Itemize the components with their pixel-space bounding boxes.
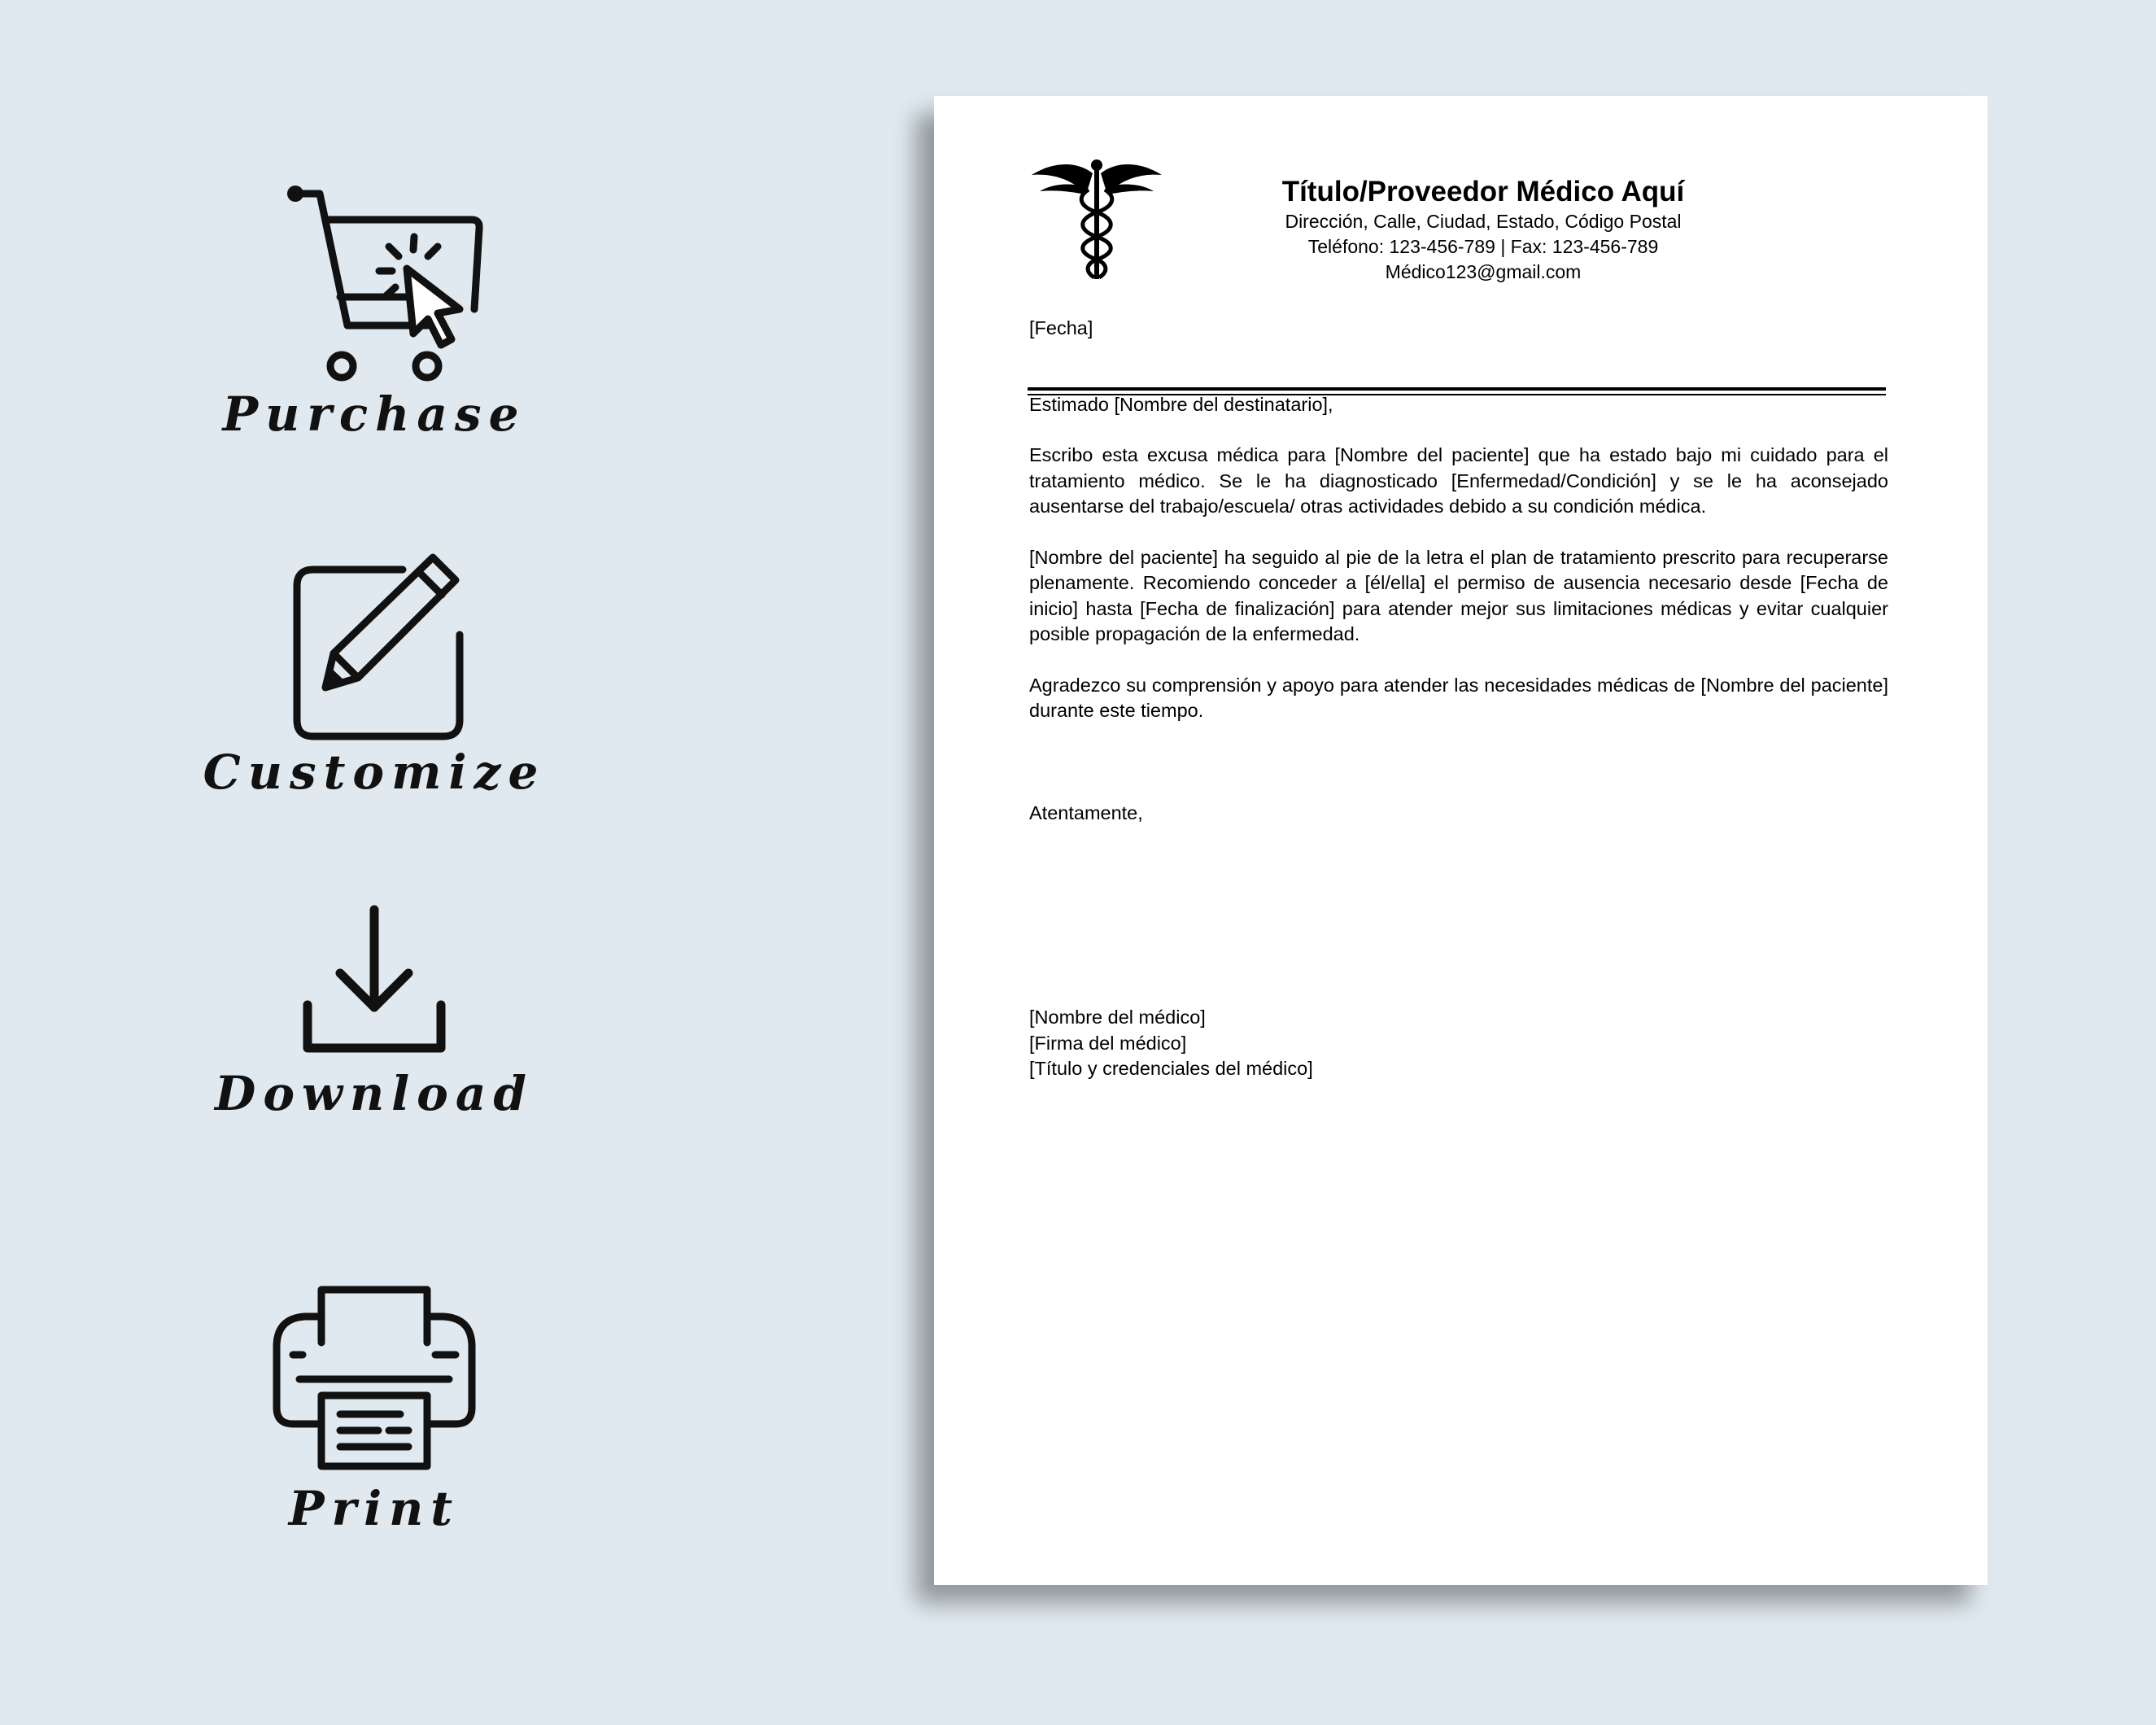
letter-body	[1029, 316, 1888, 826]
letter-paragraph-2: [Nombre del paciente] ha seguido al pie de la letra el plan de tratamiento prescrito para recuperarse plenamente. Recomiendo conceder a [él/ella] el permiso de ausencia necesario desde [Fecha de inicio] hasta [Fecha de finalización] para atender mejor sus limitaciones médicas y evitar cualquier posible propagación de la enfermedad.	[1029, 546, 1888, 644]
doctor-signature: [Firma del médico]	[1029, 1032, 1187, 1054]
letter-paragraph-1: Escribo esta excusa médica para [Nombre del paciente] que ha estado bajo mi cuidado para el tratamiento médico. Se le ha diagnosticado [Enfermedad/Condición] y se le ha aconsejado ausentarse del trabajo/escuela/ otras actividades debido a su condición médica.	[1029, 444, 1888, 517]
doctor-title: [Título y credenciales del médico]	[1029, 1058, 1313, 1079]
printer-icon	[252, 1277, 496, 1481]
step-download	[0, 903, 748, 1121]
step-customize	[0, 549, 748, 800]
letter-closing: Atentamente,	[1029, 801, 1143, 823]
provider-phone-fax: Teléfono: 123-456-789 | Fax: 123-456-789	[1307, 236, 1659, 257]
letterhead-text	[1190, 149, 1776, 285]
step-label-download: Download	[215, 1066, 534, 1121]
provider-address: Dirección, Calle, Ciudad, Estado, Código Postal	[1285, 211, 1682, 232]
signature-block	[1029, 1005, 1313, 1082]
caduceus-icon	[1028, 157, 1166, 287]
doctor-name: [Nombre del médico]	[1029, 1007, 1206, 1028]
letter-salutation: Estimado [Nombre del destinatario],	[1029, 393, 1333, 415]
step-label-print: Print	[288, 1481, 460, 1536]
steps-panel	[0, 0, 748, 1725]
step-purchase	[0, 175, 748, 442]
letter-document	[934, 96, 1988, 1585]
provider-title: Título/Proveedor Médico Aquí	[1281, 176, 1685, 207]
letter-paragraph-3: Agradezco su comprensión y apoyo para atender las necesidades médicas de [Nombre del paciente] durante este tiempo.	[1029, 674, 1888, 721]
letter-date: [Fecha]	[1029, 317, 1093, 338]
shopping-cart-click-icon	[252, 175, 496, 386]
download-tray-icon	[252, 903, 496, 1066]
provider-email: Médico123@gmail.com	[1385, 261, 1582, 282]
edit-pencil-square-icon	[252, 549, 496, 745]
step-label-purchase: Purchase	[222, 386, 526, 442]
step-print	[0, 1277, 748, 1536]
step-label-customize: Customize	[203, 745, 546, 800]
